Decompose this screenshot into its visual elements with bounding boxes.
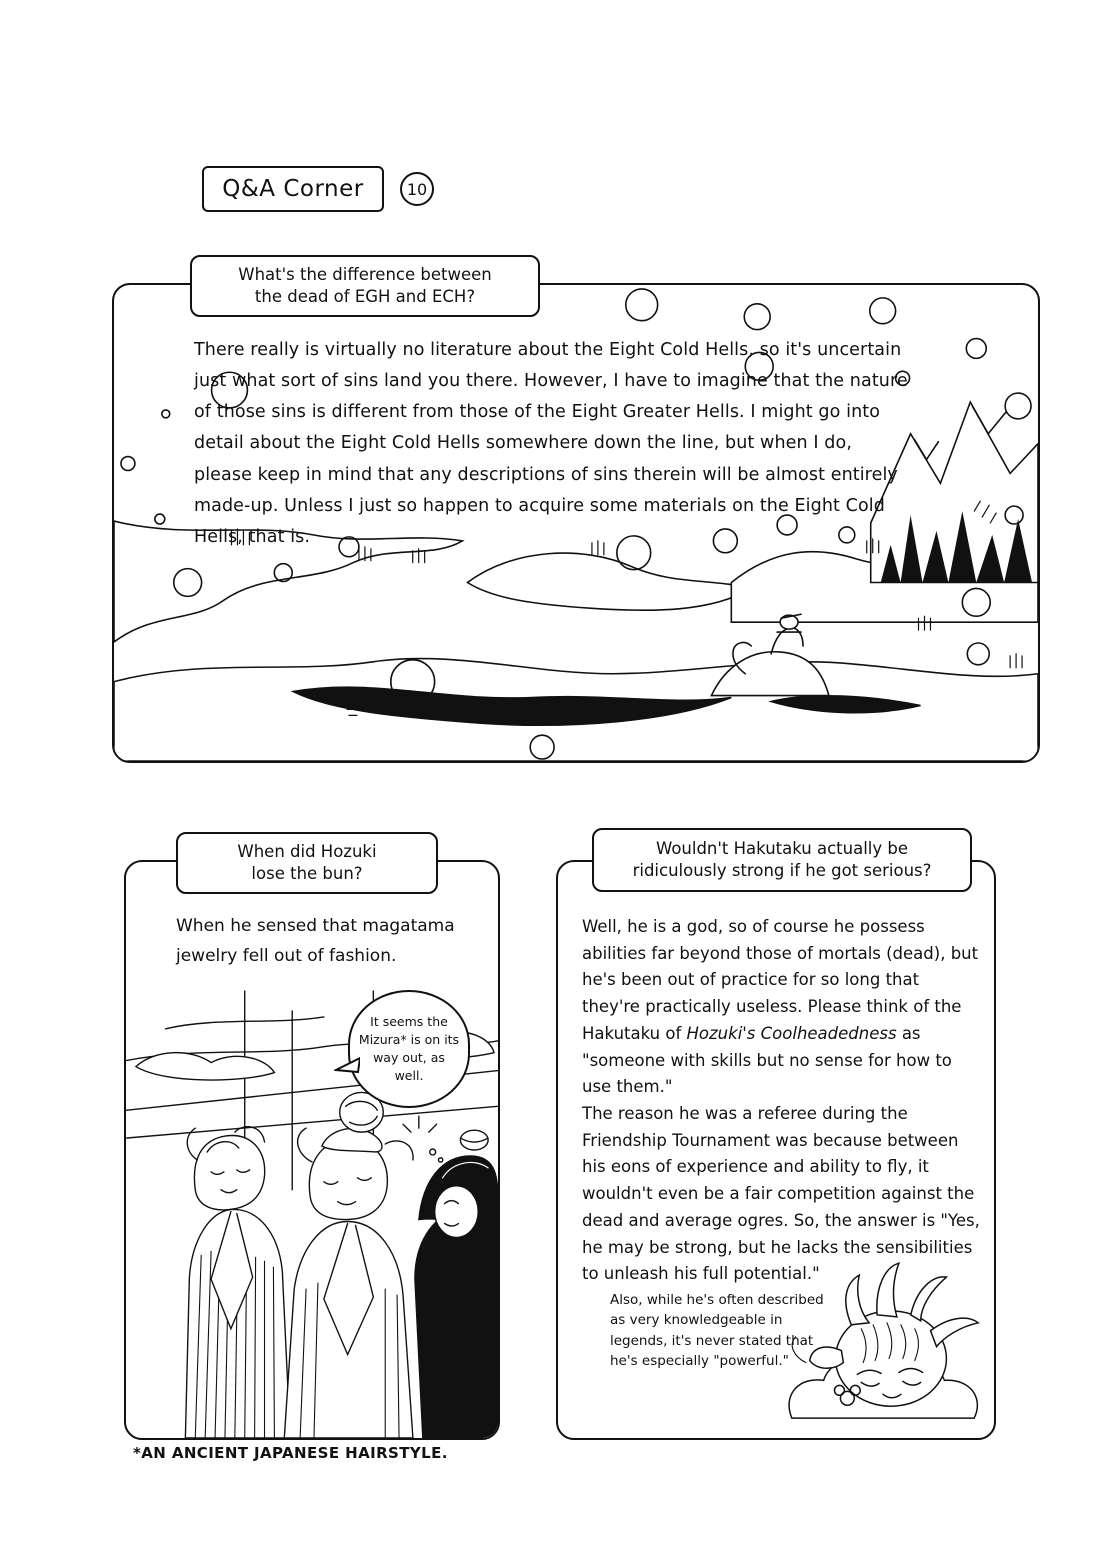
panel-3 [556, 860, 996, 1440]
panel-2-answer-text: When he sensed that magatama jewelry fell out of fashion. [176, 916, 455, 966]
panel-3-answer-paragraph-2: The reason he was a referee during the Friendship Tournament was because between his eons of experience and ability to fly, it wouldn't even be a fair competition against the dead and average ogres. So, the answer is "Yes, he may be strong, but he lacks the sensibilities to unleash his full potential." [582, 1104, 980, 1284]
page-title: Q&A Corner [222, 176, 364, 202]
panel-3-question-line-1: Wouldn't Hakutaku actually be [655, 838, 909, 858]
panel-2-question-line-2: lose the bun? [251, 864, 363, 883]
panel-3-answer-part1b: as "someone with skills but no sense for how to use them." [582, 1023, 952, 1097]
panel-3-answer-title-italic: Hozuki's Coolheadedness [686, 1023, 897, 1043]
panel-3-answer-part1a: Well, he is a god, so of course he possess abilities far beyond those of mortals (dead), but he's been out of practice for so long that they're practically useless. Please think of the Hakutaku of [582, 917, 979, 1043]
speech-bubble-tail-icon [334, 1056, 360, 1074]
page-title-box [202, 166, 384, 212]
panel-1-question-bubble [190, 255, 540, 317]
panel-2 [124, 860, 500, 1440]
panel-1-answer-text: There really is virtually no literature about the Eight Cold Hells, so it's uncertain just what sort of sins land you there. However, I have to imagine that the nature of those sins is different from those of the Eight Greater Hells. I might go into detail about the Eight Cold Hells somewhere down the line, but when I do, please keep in mind that any descriptions of sins therein will be almost entirely made-up. Unless I just so happen to acquire some materials on the Eight Cold Hells, that is. [194, 340, 908, 547]
panel-3-illustration [558, 862, 994, 1438]
page-number-badge: 10 [400, 172, 434, 206]
panel-2-footnote: *AN ANCIENT JAPANESE HAIRSTYLE. [133, 1444, 448, 1462]
panel-1-question-line-2: the dead of EGH and ECH? [254, 287, 476, 306]
panel-2-question-bubble [176, 832, 438, 894]
panel-3-question-line-2: ridiculously strong if he got serious? [632, 861, 932, 880]
panel-2-speech-bubble: It seems the Mizura* is on its way out, as well. [348, 990, 470, 1108]
panel-2-question-line-1: When did Hozuki [237, 841, 377, 861]
panel-3-side-note: Also, while he's often described as very knowledgeable in legends, it's never stated that he's especially "powerful." [610, 1292, 824, 1369]
panel-1-question-line-1: What's the difference between [238, 264, 492, 284]
panel-1 [112, 283, 1040, 763]
